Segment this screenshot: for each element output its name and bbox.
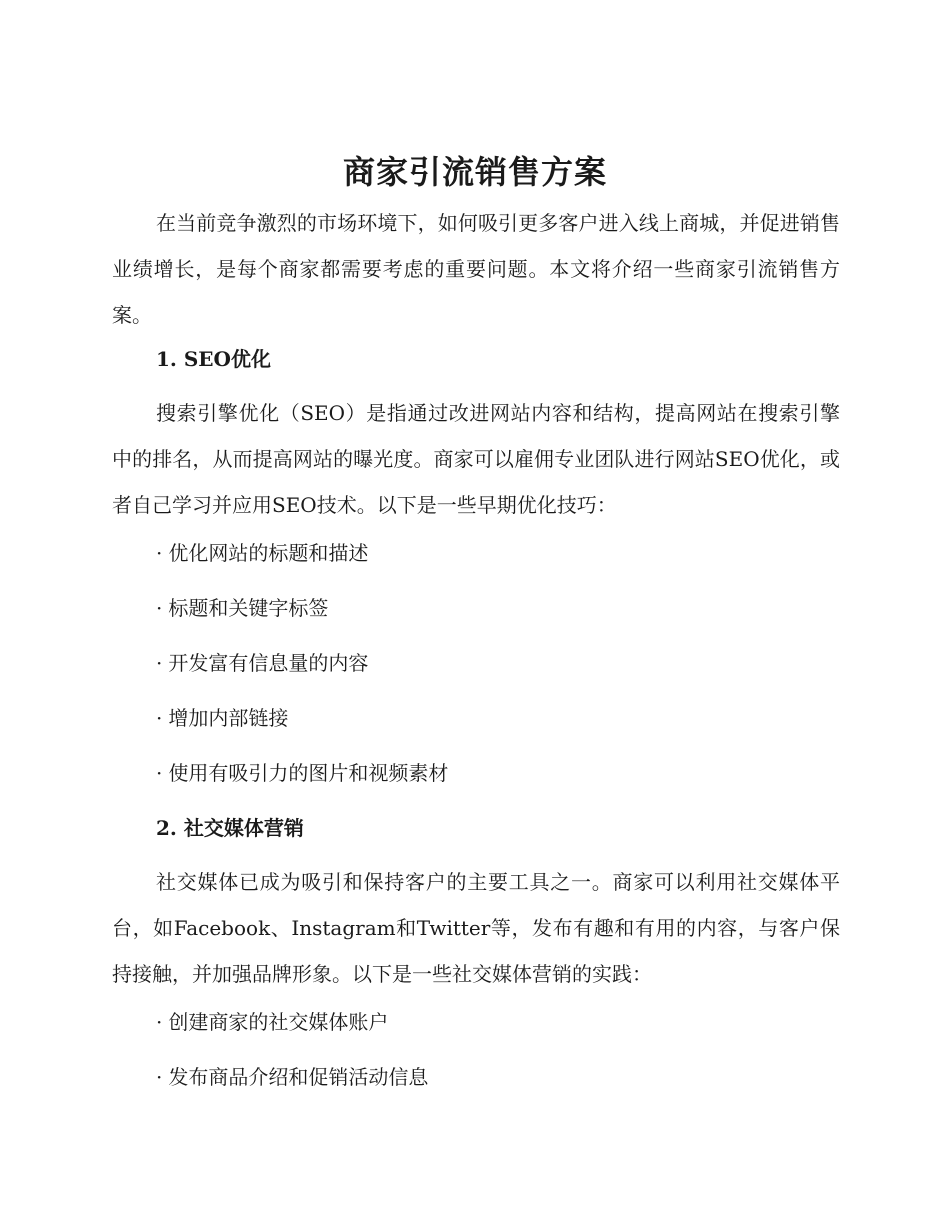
bullet-marker: · [156, 1065, 163, 1089]
section-heading-seo: 1. SEO优化 [156, 347, 271, 371]
list-item-text: 开发富有信息量的内容 [168, 651, 369, 675]
list-item-text: 标题和关键字标签 [168, 596, 329, 620]
list-item [156, 538, 368, 568]
list-item-text: 创建商家的社交媒体账户 [168, 1010, 389, 1034]
seo-paragraph: 搜索引擎优化（SEO）是指通过改进网站内容和结构，提高网站在搜索引擎中的排名，从而提高网站的曝光度。商家可以雇佣专业团队进行网站SEO优化，或者自己学习并应用SEO技术。以下是一些早期优化技巧： [112, 401, 840, 517]
list-item-text: 发布商品介绍和促销活动信息 [168, 1065, 429, 1089]
bullet-marker: · [156, 651, 163, 675]
section-heading-social: 2. 社交媒体营销 [156, 816, 304, 840]
list-item [156, 758, 448, 788]
bullet-marker: · [156, 541, 163, 565]
bullet-marker: · [156, 596, 163, 620]
bullet-marker: · [156, 761, 163, 785]
bullet-marker: · [156, 706, 163, 730]
intro-paragraph: 在当前竞争激烈的市场环境下，如何吸引更多客户进入线上商城，并促进销售业绩增长，是每个商家都需要考虑的重要问题。本文将介绍一些商家引流销售方案。 [112, 211, 840, 327]
social-paragraph: 社交媒体已成为吸引和保持客户的主要工具之一。商家可以利用社交媒体平台，如Facebook、Instagram和Twitter等，发布有趣和有用的内容，与客户保持接触，并加强品牌形象。以下是一些社交媒体营销的实践： [112, 870, 840, 986]
list-item [156, 1062, 428, 1092]
list-item-text: 优化网站的标题和描述 [168, 541, 369, 565]
list-item [156, 703, 288, 733]
document-title: 商家引流销售方案 [342, 153, 607, 191]
list-item [156, 593, 328, 623]
bullet-marker: · [156, 1010, 163, 1034]
list-item-text: 增加内部链接 [168, 706, 289, 730]
list-item [156, 648, 368, 678]
list-item-text: 使用有吸引力的图片和视频素材 [168, 761, 449, 785]
list-item [156, 1007, 388, 1037]
